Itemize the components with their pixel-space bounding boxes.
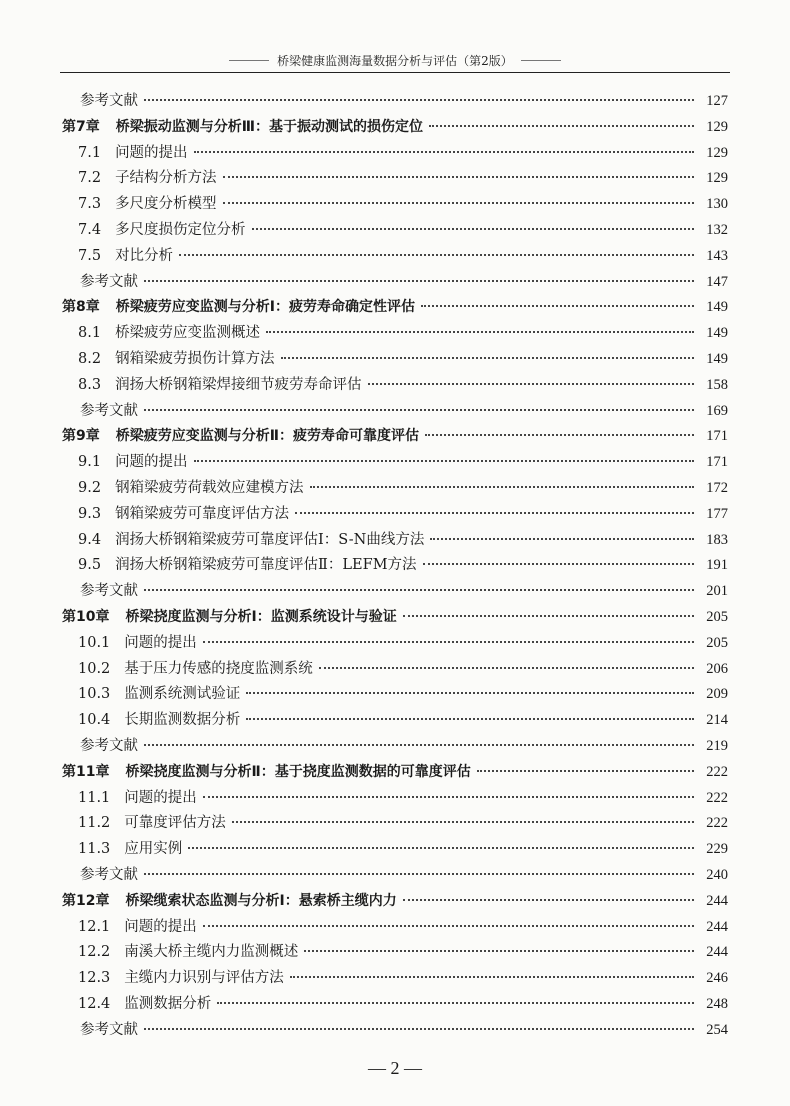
toc-references-row[interactable]	[80, 580, 728, 602]
toc-section-row[interactable]	[78, 838, 728, 860]
toc-entry-title: 问题的提出	[124, 789, 197, 806]
toc-entry-page: 129	[706, 170, 728, 187]
toc-section-row[interactable]	[78, 632, 728, 654]
toc-chapter-row[interactable]	[62, 296, 728, 318]
dot-leader	[232, 821, 694, 823]
toc-entry-number: 11.1	[78, 789, 111, 806]
toc-entry-number: 第8章	[62, 299, 100, 316]
toc-chapter-row[interactable]	[62, 425, 728, 447]
toc-entry-title: 监测数据分析	[124, 996, 212, 1012]
toc-entry-title: 监测系统测试验证	[124, 686, 241, 703]
toc-entry-page: 149	[706, 351, 728, 367]
toc-entry-number: 第9章	[62, 428, 100, 445]
dot-leader	[144, 589, 694, 591]
toc-entry-number: 第10章	[62, 609, 110, 625]
toc-entry-title: 参考文献	[80, 867, 138, 883]
toc-entry-title: 长期监测数据分析	[124, 712, 241, 729]
toc-entry-title: 参考文献	[80, 738, 138, 754]
dot-leader	[203, 925, 694, 927]
toc-entry-page: 214	[706, 712, 728, 729]
dot-leader	[203, 796, 694, 798]
toc-entry-page: 201	[706, 583, 728, 600]
dot-leader	[425, 434, 694, 436]
toc-entry-title: 钢箱梁疲劳损伤计算方法	[115, 351, 275, 367]
toc-entry-title: 多尺度分析模型	[115, 196, 217, 213]
toc-entry-number: 10.2	[78, 660, 111, 677]
toc-entry-title: 南溪大桥主缆内力监测概述	[124, 944, 299, 961]
toc-entry-number: 第12章	[62, 892, 110, 909]
toc-entry-title: 桥梁挠度监测与分析Ⅰ：监测系统设计与验证	[125, 609, 397, 625]
toc-entry-page: 229	[706, 841, 728, 858]
toc-entry-page: 171	[706, 428, 728, 445]
toc-section-row[interactable]	[78, 967, 728, 989]
toc-entry-number: 12.2	[78, 944, 111, 961]
toc-entry-number: 7.2	[78, 170, 102, 187]
toc-entry-title: 问题的提出	[124, 634, 197, 651]
dot-leader	[429, 125, 694, 127]
toc-entry-number: 10.3	[78, 686, 111, 703]
dot-leader	[281, 357, 694, 359]
toc-entry-title: 桥梁挠度监测与分析Ⅱ：基于挠度监测数据的可靠度评估	[125, 763, 471, 780]
toc-section-row[interactable]	[78, 658, 728, 680]
toc-chapter-row[interactable]	[62, 761, 728, 783]
toc-entry-page: 129	[706, 144, 728, 161]
toc-section-row[interactable]	[78, 322, 728, 344]
toc-entry-title: 主缆内力识别与评估方法	[124, 970, 284, 987]
toc-references-row[interactable]	[80, 735, 728, 757]
dot-leader	[368, 383, 694, 385]
toc-entry-number: 10.1	[78, 634, 111, 651]
header-left-ornament	[229, 60, 269, 61]
dot-leader	[194, 460, 694, 462]
toc-entry-title: 问题的提出	[124, 918, 197, 935]
toc-section-row[interactable]	[78, 477, 728, 499]
toc-entry-page: 149	[706, 299, 728, 316]
toc-entry-title: 可靠度评估方法	[124, 815, 226, 832]
toc-entry-page: 219	[706, 738, 728, 754]
toc-entry-number: 8.1	[78, 325, 102, 342]
toc-entry-page: 222	[706, 789, 728, 806]
toc-entry-number: 9.1	[78, 454, 102, 471]
toc-entry-page: 147	[706, 273, 728, 290]
dot-leader	[223, 176, 694, 178]
toc-entry-title: 桥梁缆索状态监测与分析Ⅰ：悬索桥主缆内力	[125, 892, 397, 909]
toc-section-row[interactable]	[78, 503, 728, 525]
toc-chapter-row[interactable]	[62, 116, 728, 138]
toc-entry-title: 桥梁疲劳应变监测与分析Ⅱ：疲劳寿命可靠度评估	[115, 428, 419, 445]
toc-entry-page: 254	[706, 1021, 728, 1038]
toc-section-row[interactable]	[78, 219, 728, 241]
toc-entry-number: 9.4	[78, 531, 102, 548]
toc-entry-number: 12.3	[78, 970, 111, 987]
toc-entry-number: 第11章	[62, 763, 110, 780]
toc-entry-number: 第7章	[62, 118, 100, 135]
toc-entry-page: 206	[706, 660, 728, 677]
toc-chapter-row[interactable]	[62, 606, 728, 628]
toc-entry-title: 子结构分析方法	[115, 170, 217, 187]
dot-leader	[144, 873, 694, 875]
toc-entry-page: 191	[706, 557, 728, 574]
toc-entry-page: 132	[706, 222, 728, 238]
toc-entry-title: 参考文献	[80, 583, 138, 600]
toc-entry-page: 130	[706, 196, 728, 213]
toc-section-row[interactable]	[78, 529, 728, 551]
dot-leader	[252, 228, 694, 230]
toc-section-row[interactable]	[78, 348, 728, 370]
page-number: — 2 —	[368, 1058, 422, 1078]
toc-entry-page: 244	[706, 944, 728, 961]
toc-entry-page: 240	[706, 867, 728, 883]
toc-entry-page: 205	[706, 634, 728, 651]
toc-section-row[interactable]	[78, 709, 728, 731]
dot-leader	[295, 512, 694, 514]
header-right-ornament	[521, 60, 561, 61]
toc-references-row[interactable]	[80, 271, 728, 293]
toc-entry-page: 248	[706, 996, 728, 1012]
dot-leader	[319, 667, 694, 669]
toc-entry-number: 9.3	[78, 505, 102, 522]
toc-section-row[interactable]	[78, 683, 728, 705]
dot-leader	[421, 305, 694, 307]
toc-section-row[interactable]	[78, 167, 728, 189]
toc-entry-title: 应用实例	[124, 841, 183, 858]
dot-leader	[203, 641, 694, 643]
toc-entry-title: 参考文献	[80, 93, 138, 109]
dot-leader	[194, 151, 694, 153]
toc-entry-page: 171	[706, 454, 728, 471]
toc-entry-page: 172	[706, 480, 728, 496]
toc-entry-number: 8.2	[78, 351, 102, 367]
dot-leader	[246, 692, 694, 694]
toc-entry-title: 钢箱梁疲劳荷载效应建模方法	[115, 480, 304, 496]
dot-leader	[144, 280, 694, 282]
dot-leader	[310, 486, 694, 488]
toc-section-row[interactable]	[78, 993, 728, 1015]
dot-leader	[423, 563, 694, 565]
dot-leader	[266, 331, 694, 333]
toc-entry-page: 177	[706, 505, 728, 522]
toc-entry-title: 桥梁疲劳应变监测与分析Ⅰ：疲劳寿命确定性评估	[115, 299, 415, 316]
toc-section-row[interactable]	[78, 554, 728, 576]
toc-entry-page: 209	[706, 686, 728, 703]
dot-leader	[403, 615, 694, 617]
toc-entry-title: 基于压力传感的挠度监测系统	[124, 660, 313, 677]
dot-leader	[477, 770, 694, 772]
dot-leader	[144, 409, 694, 411]
toc-entry-number: 7.3	[78, 196, 102, 213]
toc-section-row[interactable]	[78, 916, 728, 938]
header-rule	[60, 72, 730, 73]
toc-entry-title: 桥梁振动监测与分析Ⅲ：基于振动测试的损伤定位	[115, 118, 423, 135]
toc-entry-page: 158	[706, 376, 728, 393]
toc-entry-number: 11.2	[78, 815, 111, 832]
toc-section-row[interactable]	[78, 245, 728, 267]
toc-entry-number: 7.1	[78, 144, 102, 161]
dot-leader	[144, 744, 694, 746]
toc-entry-title: 参考文献	[80, 273, 138, 290]
toc-entry-number: 8.3	[78, 376, 102, 393]
toc-entry-title: 润扬大桥钢箱梁焊接细节疲劳寿命评估	[115, 376, 362, 393]
dot-leader	[403, 899, 694, 901]
toc-entry-page: 129	[706, 118, 728, 135]
toc-entry-title: 问题的提出	[115, 144, 188, 161]
toc-references-row[interactable]	[80, 90, 728, 112]
toc-references-row[interactable]	[80, 400, 728, 422]
toc-entry-title: 参考文献	[80, 1021, 138, 1038]
toc-entry-page: 244	[706, 918, 728, 935]
dot-leader	[223, 202, 694, 204]
toc-references-row[interactable]	[80, 864, 728, 886]
toc-section-row[interactable]	[78, 374, 728, 396]
toc-entry-page: 244	[706, 892, 728, 909]
toc-entry-page: 149	[706, 325, 728, 342]
toc-entry-page: 222	[706, 763, 728, 780]
toc-entry-page: 169	[706, 402, 728, 419]
toc-entry-title: 润扬大桥钢箱梁疲劳可靠度评估Ⅰ：S-N曲线方法	[115, 531, 425, 548]
toc-entry-page: 143	[706, 247, 728, 264]
toc-entry-title: 多尺度损伤定位分析	[115, 222, 246, 238]
dot-leader	[144, 1028, 694, 1030]
dot-leader	[188, 847, 694, 849]
toc-section-row[interactable]	[78, 142, 728, 164]
toc-entry-number: 12.4	[78, 996, 111, 1012]
toc-entry-number: 10.4	[78, 712, 111, 729]
dot-leader	[304, 950, 694, 952]
toc-section-row[interactable]	[78, 451, 728, 473]
toc-references-row[interactable]	[80, 1019, 728, 1041]
toc-chapter-row[interactable]	[62, 890, 728, 912]
toc-entry-page: 127	[706, 93, 728, 109]
toc-entry-number: 12.1	[78, 918, 111, 935]
toc-entry-title: 问题的提出	[115, 454, 188, 471]
dot-leader	[246, 718, 694, 720]
toc-entry-page: 183	[706, 531, 728, 548]
toc-entry-title: 桥梁疲劳应变监测概述	[115, 325, 261, 342]
toc-entry-title: 对比分析	[115, 247, 174, 264]
toc-entry-number: 7.4	[78, 222, 102, 238]
toc-section-row[interactable]	[78, 812, 728, 834]
dot-leader	[430, 538, 694, 540]
toc-entry-page: 222	[706, 815, 728, 832]
toc-entry-number: 11.3	[78, 841, 111, 858]
toc-section-row[interactable]	[78, 941, 728, 963]
toc-entry-title: 参考文献	[80, 402, 138, 419]
running-header	[60, 52, 730, 69]
toc-entry-page: 205	[706, 609, 728, 625]
toc-entry-title: 钢箱梁疲劳可靠度评估方法	[115, 505, 290, 522]
toc-section-row[interactable]	[78, 193, 728, 215]
toc-section-row[interactable]	[78, 787, 728, 809]
toc-entry-number: 9.2	[78, 480, 102, 496]
dot-leader	[179, 254, 694, 256]
toc-entry-number: 7.5	[78, 247, 102, 264]
toc-entry-number: 9.5	[78, 557, 102, 574]
dot-leader	[290, 976, 694, 978]
toc-entry-page: 246	[706, 970, 728, 987]
dot-leader	[217, 1002, 694, 1004]
toc-entry-title: 润扬大桥钢箱梁疲劳可靠度评估Ⅱ：LEFM方法	[115, 557, 417, 574]
header-title: 桥梁健康监测海量数据分析与评估（第2版）	[277, 54, 513, 68]
dot-leader	[144, 99, 694, 101]
